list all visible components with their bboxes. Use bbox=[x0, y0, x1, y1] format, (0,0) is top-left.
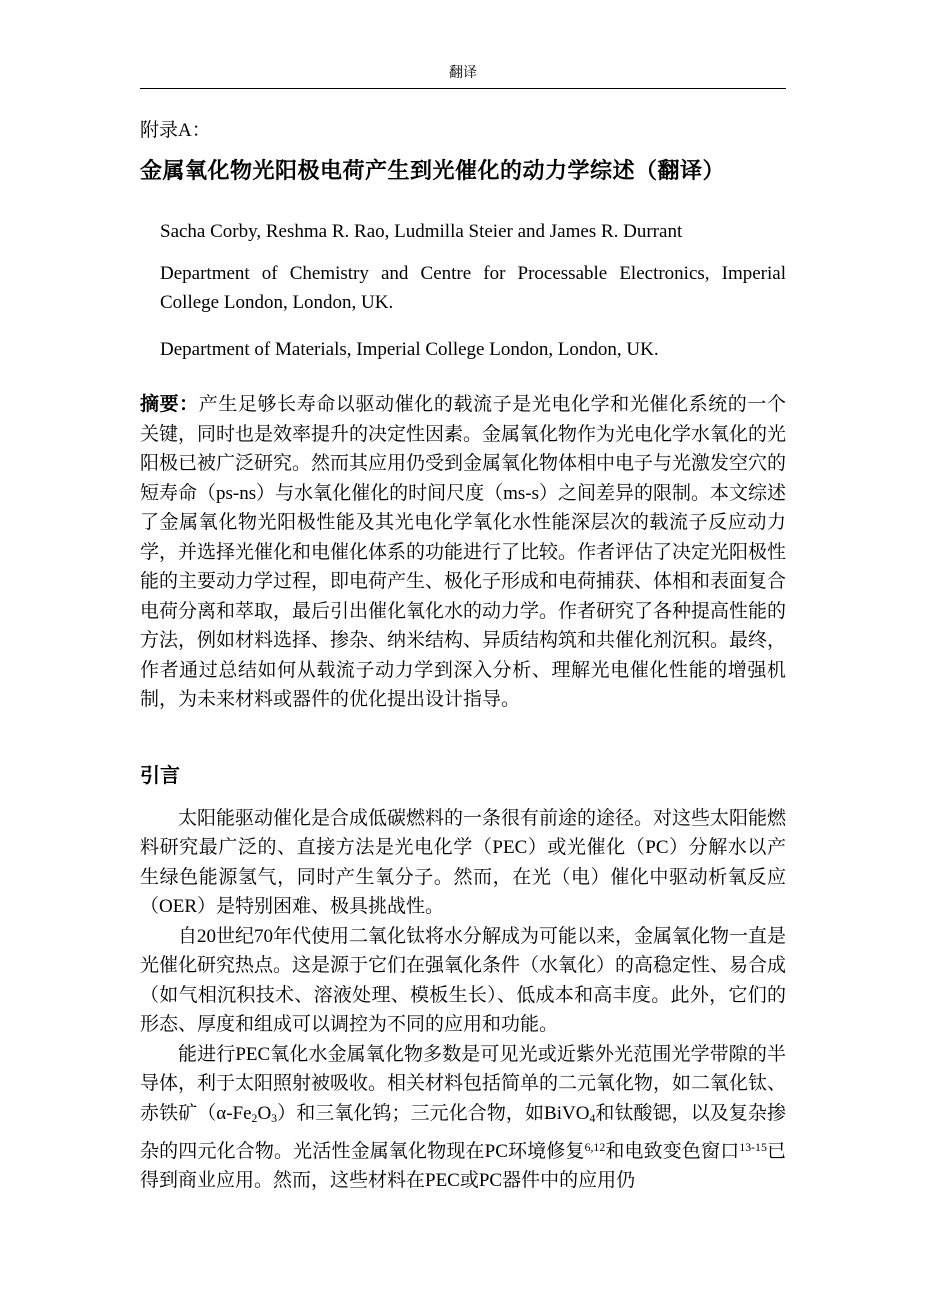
para3-text-3: 和电致变色窗口 bbox=[605, 1140, 740, 1162]
abstract-paragraph bbox=[140, 390, 786, 715]
para3-text-4: 已得到商业应用。然而，这些材料在PEC或PC器件中的应用仍 bbox=[140, 1140, 786, 1192]
header-text: 翻译 bbox=[449, 66, 477, 81]
section-heading-introduction: 引言 bbox=[140, 764, 180, 787]
page-header bbox=[140, 62, 786, 89]
para3-text-0: 能进行PEC氧化水金属氧化物多数是可见光或近紫外光范围光学带隙的半导体，利于太阳照射被吸收。相关材料包括简单的二元氧化物，如二氧化钛、赤铁矿（α-Fe bbox=[140, 1043, 787, 1124]
affiliation-2: Department of Materials, Imperial College London, London, UK. bbox=[160, 339, 659, 360]
para3-citation-13-15: 13-15 bbox=[739, 1140, 767, 1154]
para3-subscript-o3: 3 bbox=[271, 1111, 278, 1125]
para3-text-2: 和钛酸锶，以及复杂掺杂的四元化合物。光活性金属氧化物现在PC环境修复 bbox=[140, 1102, 786, 1162]
para3-subscript-fe2: 2 bbox=[251, 1111, 258, 1125]
intro-paragraph-1: 太阳能驱动催化是合成低碳燃料的一条很有前途的途径。对这些太阳能燃料研究最广泛的、直接方法是光电化学（PEC）或光催化（PC）分解水以产生绿色能源氢气，同时产生氧分子。然而，在光（电）催化中驱动析氧反应（OER）是特别困难、极具挑战性。 bbox=[140, 807, 787, 917]
document-title: 金属氧化物光阳极电荷产生到光催化的动力学综述（翻译） bbox=[140, 158, 726, 183]
intro-paragraph-3 bbox=[140, 1040, 786, 1196]
abstract-text: 产生足够长寿命以驱动催化的载流子是光电化学和光催化系统的一个关键，同时也是效率提升的决定性因素。金属氧化物作为光电化学水氧化的光阳极已被广泛研究。然而其应用仍受到金属氧化物体相中电子与光激发空穴的短寿命（ps-ns）与水氧化催化的时间尺度（ms-s）之间差异的限制。本文综述了金属氧化物光阳极性能及其光电化学氧化水性能深层次的载流子反应动力学，并选择光催化和电催化体系的功能进行了比较。作者评估了决定光阳极性能的主要动力学过程，即电荷产生、极化子形成和电荷捕获、体相和表面复合电荷分离和萃取，最后引出催化氧化水的动力学。作者研究了各种提高性能的方法，例如材料选择、掺杂、纳米结构、异质结构筑和共催化剂沉积。最终，作者通过总结如何从载流子动力学到深入分析、理解光电催化性能的增强机制，为未来材料或器件的优化提出设计指导。 bbox=[140, 394, 787, 710]
intro-paragraph-2: 自20世纪70年代使用二氧化钛将水分解成为可能以来，金属氧化物一直是光催化研究热点。这是源于它们在强氧化条件（水氧化）的高稳定性、易合成（如气相沉积技术、溶液处理、模板生长）、低成本和高丰度。此外，它们的形态、厚度和组成可以调控为不同的应用和功能。 bbox=[140, 925, 787, 1035]
abstract-label: 摘要： bbox=[140, 394, 199, 415]
affiliation-1: Department of Chemistry and Centre for Processable Electronics, Imperial College London, London, UK. bbox=[160, 263, 786, 313]
appendix-label: 附录A： bbox=[140, 120, 211, 141]
para3-citation-6-12: 6,12 bbox=[584, 1140, 606, 1154]
para3-text-1: ）和三氧化钨；三元化合物，如BiVO bbox=[277, 1102, 590, 1124]
para3-subscript-bivo4: 4 bbox=[589, 1111, 596, 1125]
para3-text-o: O bbox=[257, 1102, 272, 1124]
authors-line: Sacha Corby, Reshma R. Rao, Ludmilla Steier and James R. Durrant bbox=[160, 221, 683, 242]
